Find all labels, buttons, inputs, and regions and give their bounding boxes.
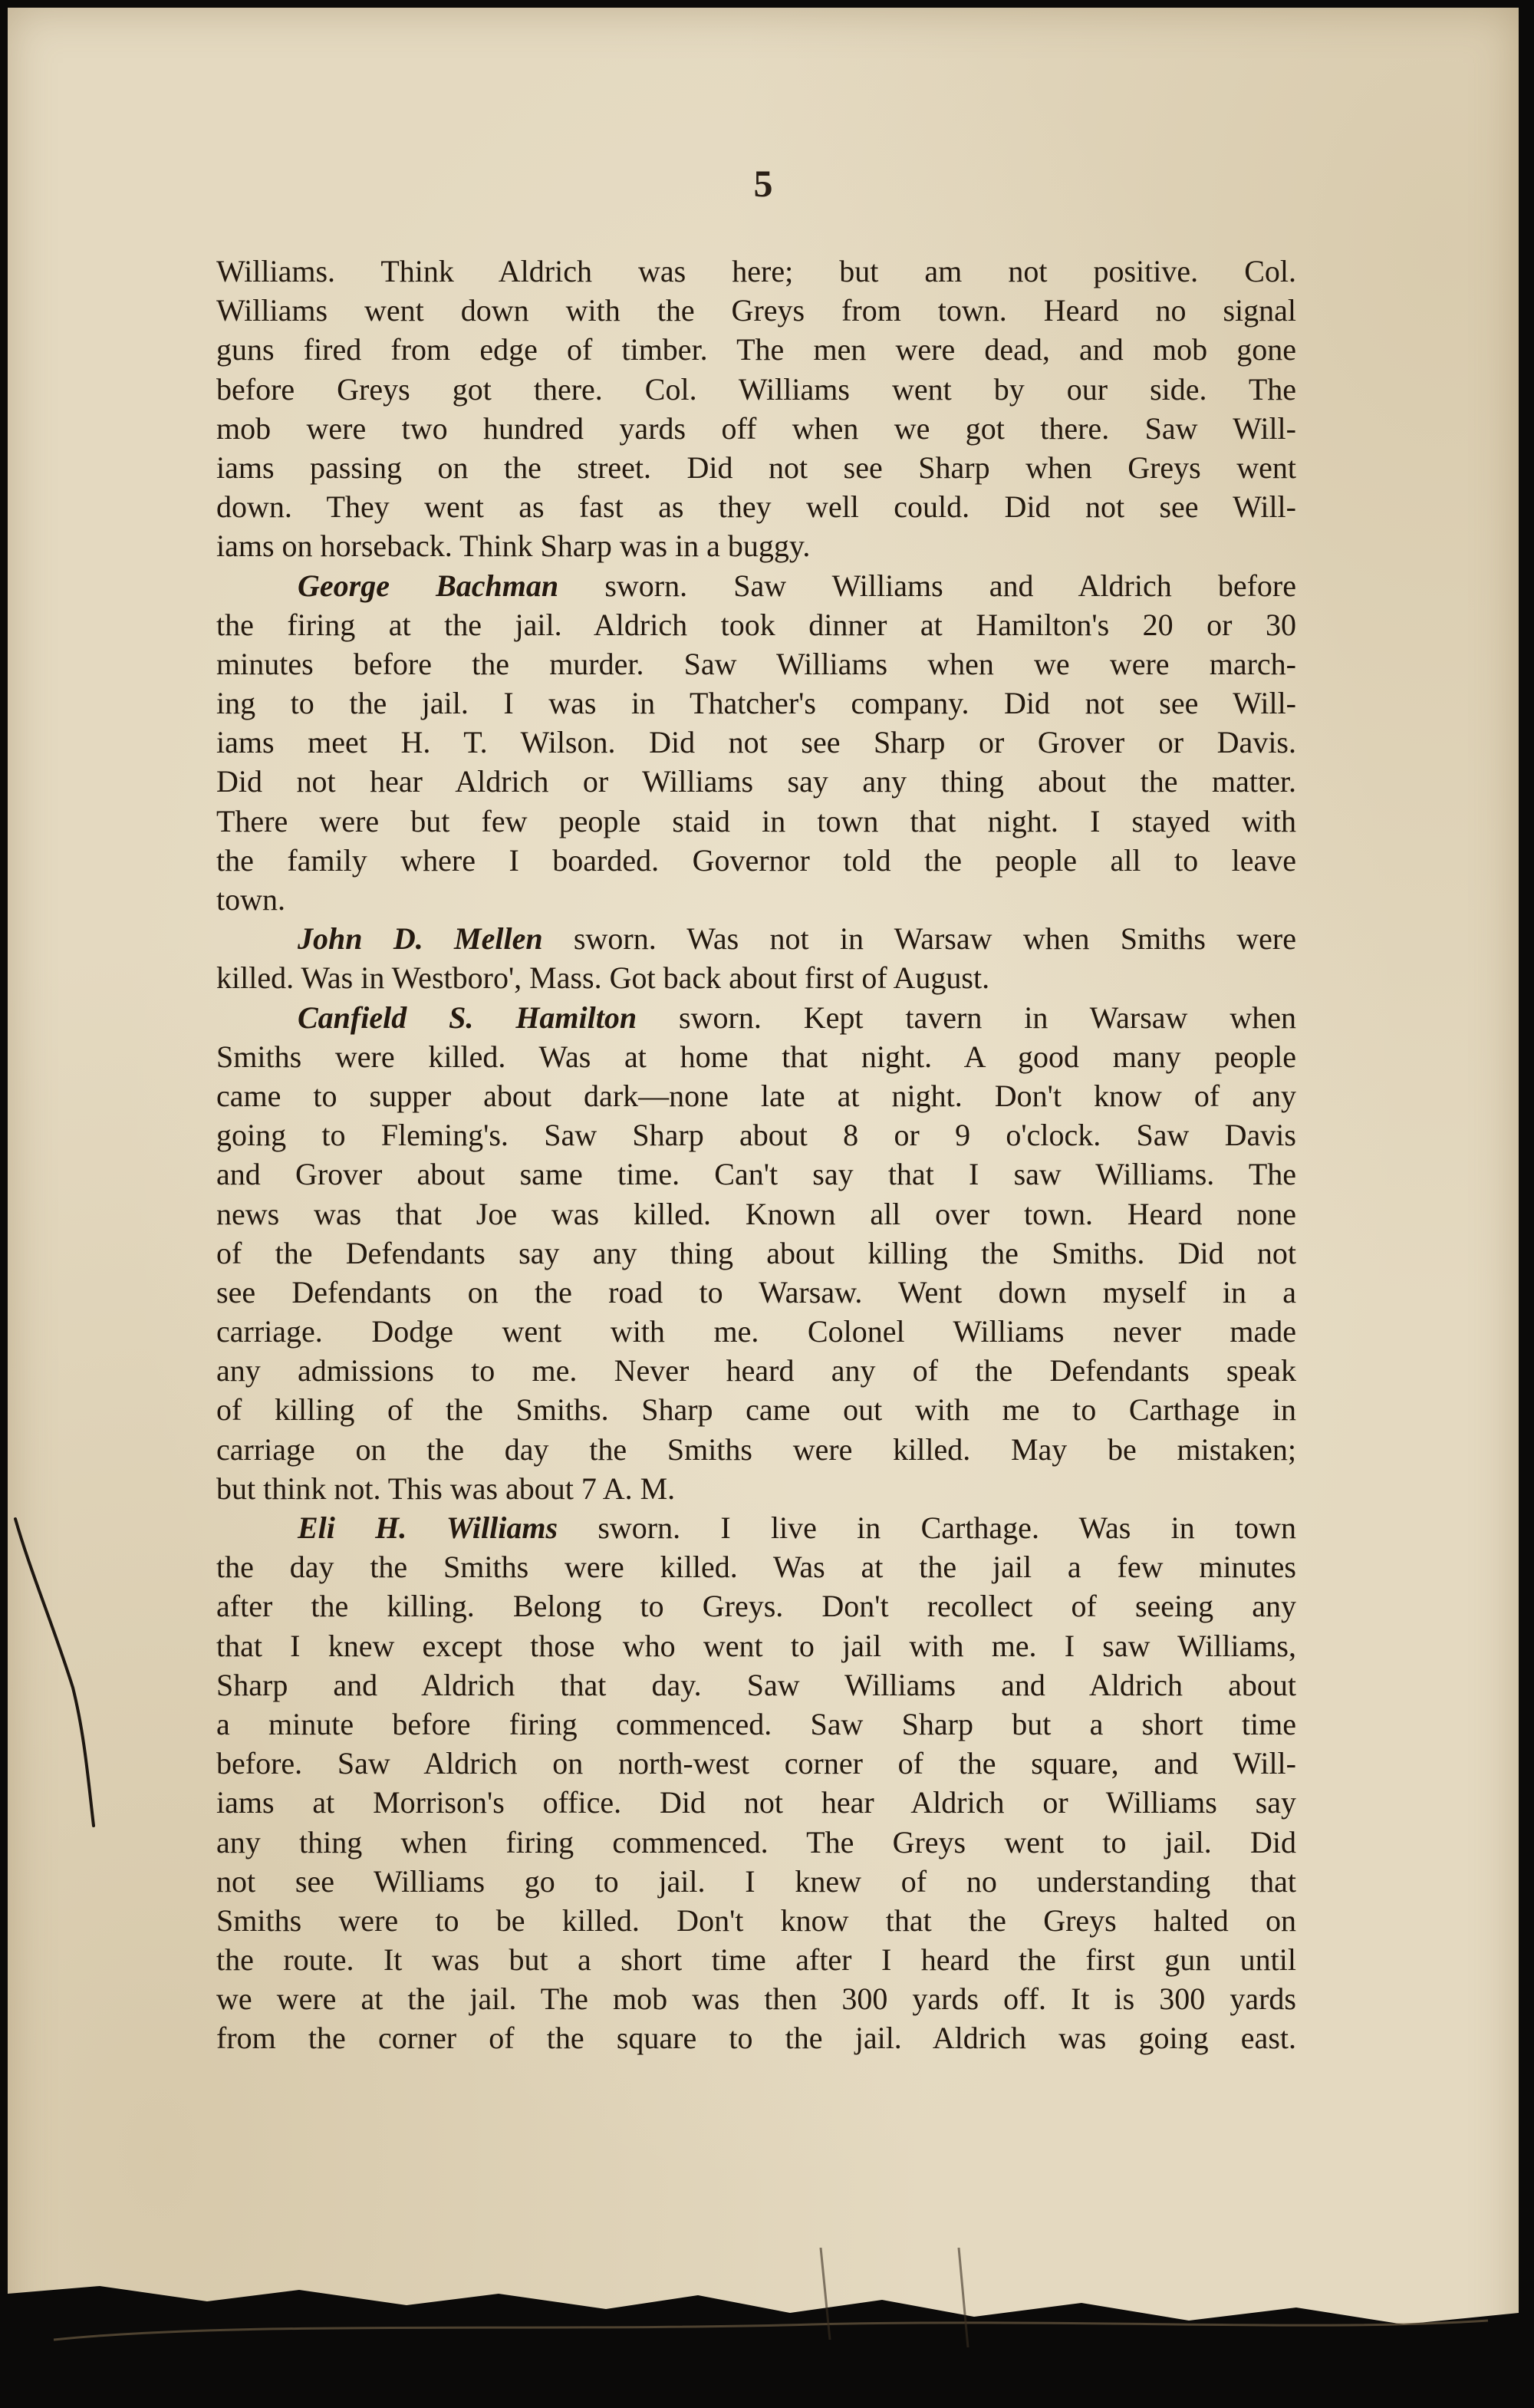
text-line [216, 1469, 1296, 1508]
text-line [216, 1626, 1296, 1665]
line-text: sworn. Was not in Warsaw when Smiths were [542, 921, 1296, 957]
line-text: from the corner of the square to the jail. Aldrich was going east. [216, 2021, 1296, 2056]
text-line [216, 1862, 1296, 1901]
line-text: news was that Joe was killed. Known all over town. Heard none [216, 1196, 1296, 1231]
line-text: before Greys got there. Col. Williams went by our side. The [216, 371, 1296, 407]
text-line [216, 1390, 1296, 1429]
line-text: iams meet H. T. Wilson. Did not see Sharp or Grover or Davis. [216, 725, 1296, 760]
line-text: Sharp and Aldrich that day. Saw Williams and Aldrich about [216, 1667, 1296, 1702]
line-text: that I knew except those who went to jail with me. I saw Williams, [216, 1628, 1296, 1663]
line-text: but think not. This was about 7 A. M. [216, 1471, 676, 1506]
text-line [216, 409, 1296, 448]
line-text: going to Fleming's. Saw Sharp about 8 or 9 o'clock. Saw Davis [216, 1118, 1296, 1153]
line-text: we were at the jail. The mob was then 300 yards off. It is 300 yards [216, 1981, 1296, 2017]
text-line [216, 330, 1296, 369]
line-text: of killing of the Smiths. Sharp came out with me to Carthage in [216, 1392, 1296, 1428]
text-line [216, 1115, 1296, 1155]
text-line [216, 880, 1296, 919]
text-line [216, 1705, 1296, 1744]
text-line [216, 1901, 1296, 1940]
witness-name: George Bachman [298, 568, 559, 603]
testimony-text [216, 252, 1296, 2058]
line-text: minutes before the murder. Saw Williams when we were march- [216, 646, 1296, 681]
text-line [216, 566, 1296, 605]
text-line [216, 1979, 1296, 2018]
torn-bottom-edge [8, 2248, 1519, 2393]
line-text: down. They went as fast as they well could. Did not see Will- [216, 489, 1296, 525]
text-line [216, 1783, 1296, 1822]
witness-name: Canfield S. Hamilton [298, 1000, 637, 1035]
text-line [216, 1744, 1296, 1783]
text-line [216, 526, 1296, 565]
text-line [216, 1586, 1296, 1626]
text-line [216, 644, 1296, 684]
document-page [8, 8, 1519, 2393]
text-line [216, 1194, 1296, 1234]
text-line [216, 723, 1296, 762]
line-text: carriage. Dodge went with me. Colonel Williams never made [216, 1314, 1296, 1349]
line-text: the day the Smiths were killed. Was at the jail a few minutes [216, 1550, 1296, 1585]
witness-name: John D. Mellen [298, 921, 543, 957]
text-line [216, 998, 1296, 1037]
line-text: Smiths were killed. Was at home that night. A good many people [216, 1039, 1296, 1074]
page-number: 5 [753, 162, 773, 205]
line-text: before. Saw Aldrich on north-west corner of the square, and Will- [216, 1746, 1296, 1781]
line-text: after the killing. Belong to Greys. Don't recollect of seeing any [216, 1589, 1296, 1624]
text-line [216, 841, 1296, 880]
line-text: sworn. Kept tavern in Warsaw when [637, 1000, 1296, 1035]
line-text: sworn. I live in Carthage. Was in town [558, 1510, 1296, 1545]
text-line [216, 370, 1296, 409]
line-text: of the Defendants say any thing about killing the Smiths. Did not [216, 1235, 1296, 1270]
line-text: any thing when firing commenced. The Greys went to jail. Did [216, 1824, 1296, 1860]
text-line [216, 1155, 1296, 1194]
text-line [216, 291, 1296, 330]
text-line [216, 1312, 1296, 1351]
line-text: carriage on the day the Smiths were killed. May be mistaken; [216, 1431, 1296, 1467]
line-text: ing to the jail. I was in Thatcher's company. Did not see Will- [216, 686, 1296, 721]
line-text: mob were two hundred yards off when we got there. Saw Will- [216, 410, 1296, 446]
line-text: iams on horseback. Think Sharp was in a buggy. [216, 529, 811, 564]
line-text: guns fired from edge of timber. The men were dead, and mob gone [216, 332, 1296, 367]
text-line [216, 1508, 1296, 1547]
text-line [216, 2018, 1296, 2057]
line-text: not see Williams go to jail. I knew of no understanding that [216, 1863, 1296, 1899]
line-text: killed. Was in Westboro', Mass. Got back about first of August. [216, 960, 990, 996]
text-line [216, 1823, 1296, 1862]
text-line [216, 1234, 1296, 1273]
line-text: sworn. Saw Williams and Aldrich before [558, 568, 1297, 603]
line-text: Did not hear Aldrich or Williams say any thing about the matter. [216, 764, 1296, 799]
line-text: the firing at the jail. Aldrich took dinner at Hamilton's 20 or 30 [216, 607, 1296, 642]
text-line [216, 919, 1296, 958]
text-line [216, 802, 1296, 841]
margin-crack-mark [8, 1511, 100, 1833]
text-line [216, 1037, 1296, 1076]
text-line [216, 448, 1296, 487]
text-line [216, 1076, 1296, 1115]
line-text: and Grover about same time. Can't say that I saw Williams. The [216, 1157, 1296, 1192]
line-text: Williams. Think Aldrich was here; but am not positive. Col. [216, 254, 1296, 288]
line-text: Williams went down with the Greys from town. Heard no signal [216, 293, 1296, 328]
text-line [216, 1273, 1296, 1312]
text-line [216, 684, 1296, 723]
text-line [216, 487, 1296, 526]
witness-name: Eli H. Williams [298, 1510, 558, 1545]
text-line [216, 252, 1296, 291]
line-text: There were but few people staid in town that night. I stayed with [216, 803, 1296, 838]
line-text: the family where I boarded. Governor told the people all to leave [216, 842, 1296, 878]
line-text: the route. It was but a short time after I heard the first gun until [216, 1942, 1296, 1978]
text-line [216, 605, 1296, 644]
text-line [216, 1547, 1296, 1586]
line-text: iams at Morrison's office. Did not hear Aldrich or Williams say [216, 1785, 1296, 1820]
text-line [216, 1430, 1296, 1469]
text-line [216, 958, 1296, 997]
line-text: came to supper about dark—none late at night. Don't know of any [216, 1078, 1296, 1113]
text-line [216, 1940, 1296, 1979]
text-line [216, 762, 1296, 801]
line-text: any admissions to me. Never heard any of the Defendants speak [216, 1353, 1296, 1388]
line-text: town. [216, 882, 285, 917]
line-text: see Defendants on the road to Warsaw. Went down myself in a [216, 1274, 1296, 1309]
line-text: iams passing on the street. Did not see Sharp when Greys went [216, 450, 1296, 485]
text-line [216, 1351, 1296, 1390]
text-line [216, 1665, 1296, 1705]
line-text: Smiths were to be killed. Don't know that the Greys halted on [216, 1902, 1296, 1938]
line-text: a minute before firing commenced. Saw Sharp but a short time [216, 1706, 1296, 1741]
